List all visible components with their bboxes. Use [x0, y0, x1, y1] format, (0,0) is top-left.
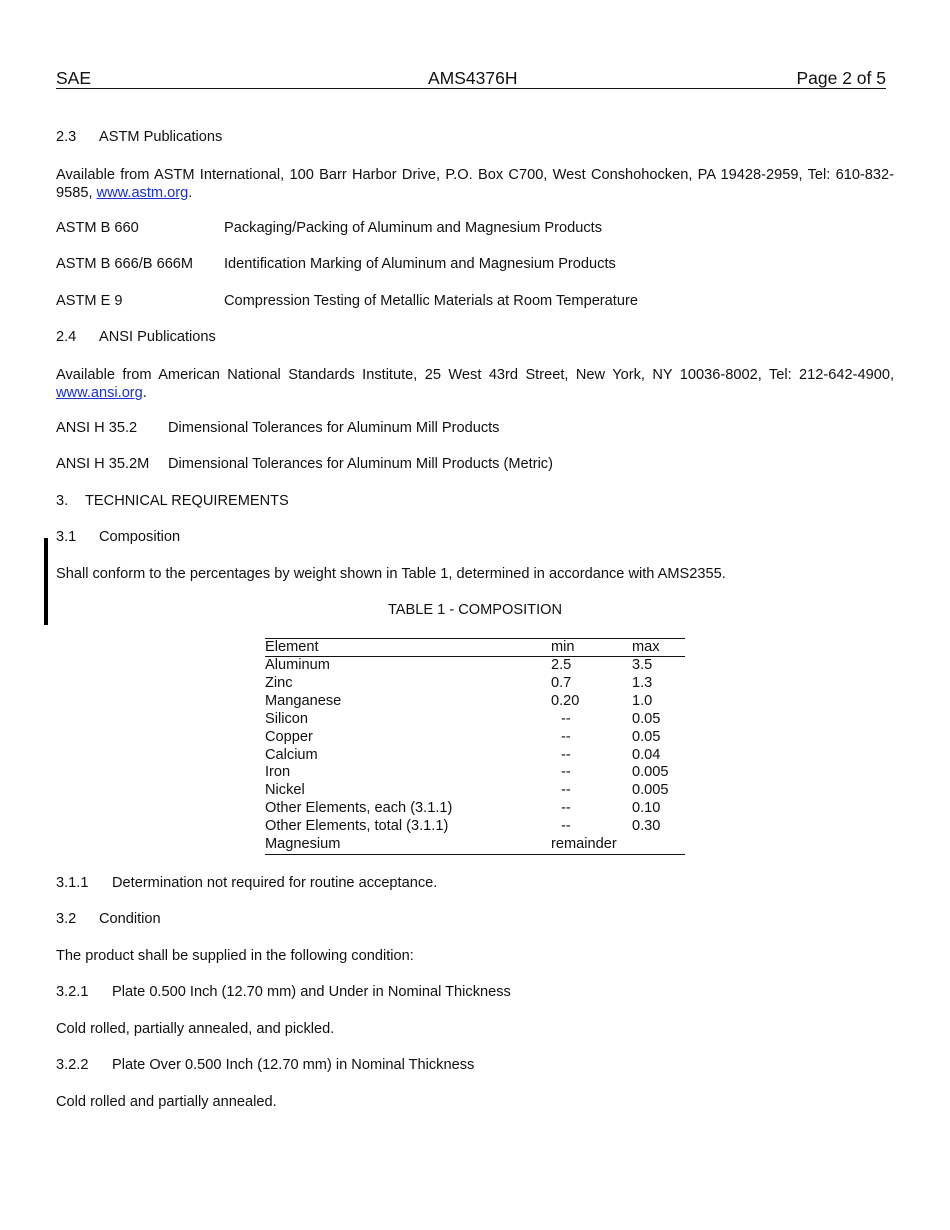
element-cell: Magnesium — [265, 836, 551, 854]
section-3-2-1-text: Cold rolled, partially annealed, and pickled. — [56, 1021, 335, 1037]
min-cell: -- — [561, 728, 571, 745]
max-cell: 0.05 — [632, 728, 661, 745]
min-cell: 0.7 — [551, 674, 572, 691]
section-title: TECHNICAL REQUIREMENTS — [85, 493, 289, 509]
element-cell: Calcium — [265, 746, 318, 763]
table-row — [265, 818, 685, 836]
section-3-1-1 — [56, 875, 437, 891]
reference-code: ASTM E 9 — [56, 293, 123, 309]
section-2-4-heading — [56, 329, 216, 345]
min-cell: remainder — [551, 836, 632, 854]
section-3-2-1-heading — [56, 984, 511, 1000]
section-number: 2.3 — [56, 129, 77, 145]
astm-availability-paragraph: Available from ASTM International, 100 Barr Harbor Drive, P.O. Box C700, West Conshohocken, PA 19428-2959, Tel: 610-832-9585, www.astm.org. — [56, 167, 894, 201]
table-row — [265, 729, 685, 747]
section-number: 3.2 — [56, 911, 77, 927]
header-doc-number: AMS4376H — [428, 68, 518, 88]
section-number: 3.1.1 — [56, 875, 89, 891]
column-header: Element — [265, 639, 551, 657]
section-title: Plate 0.500 Inch (12.70 mm) and Under in Nominal Thickness — [112, 984, 511, 1000]
ansi-link[interactable]: www.ansi.org — [56, 385, 143, 401]
section-title: Composition — [99, 529, 181, 545]
element-cell: Nickel — [265, 782, 305, 799]
element-cell: Other Elements, each (3.1.1) — [265, 800, 453, 817]
section-3-1-heading — [56, 529, 180, 545]
reference-code: ASTM B 660 — [56, 220, 139, 236]
reference-description: Identification Marking of Aluminum and Magnesium Products — [224, 256, 616, 272]
max-cell: 0.005 — [632, 782, 669, 799]
section-3-2-heading — [56, 911, 161, 927]
table-row — [265, 675, 685, 693]
reference-description: Dimensional Tolerances for Aluminum Mill Products — [168, 420, 500, 436]
composition-paragraph: Shall conform to the percentages by weight shown in Table 1, determined in accordance with AMS2355. — [56, 566, 726, 582]
max-cell: 1.3 — [632, 674, 653, 691]
section-title: ANSI Publications — [99, 329, 216, 345]
element-cell: Zinc — [265, 674, 293, 691]
astm-link[interactable]: www.astm.org — [96, 185, 189, 201]
table-row — [265, 747, 685, 765]
header-page-number: Page 2 of 5 — [796, 68, 886, 88]
max-cell: 0.10 — [632, 800, 661, 817]
section-number: 3. — [56, 493, 69, 509]
min-cell: -- — [561, 782, 571, 799]
table-caption: TABLE 1 - COMPOSITION — [387, 602, 563, 618]
max-cell: 0.005 — [632, 764, 669, 781]
element-cell: Silicon — [265, 710, 308, 727]
element-cell: Aluminum — [265, 657, 330, 673]
min-cell: -- — [561, 818, 571, 835]
reference-description: Packaging/Packing of Aluminum and Magnesium Products — [224, 220, 603, 236]
max-cell: 3.5 — [632, 657, 653, 673]
max-cell — [632, 836, 685, 854]
table-row — [265, 711, 685, 729]
table-row — [265, 836, 685, 854]
min-cell: -- — [561, 800, 571, 817]
element-cell: Manganese — [265, 692, 342, 709]
reference-code: ASTM B 666/B 666M — [56, 256, 194, 272]
section-number: 3.2.2 — [56, 1057, 89, 1073]
min-cell: 2.5 — [551, 657, 572, 673]
min-cell: 0.20 — [551, 692, 580, 709]
table-row — [265, 693, 685, 711]
element-cell: Iron — [265, 764, 291, 781]
element-cell: Other Elements, total (3.1.1) — [265, 818, 449, 835]
min-cell: -- — [561, 746, 571, 763]
reference-code: ANSI H 35.2M — [56, 456, 150, 472]
section-2-3-heading — [56, 129, 222, 145]
reference-description: Dimensional Tolerances for Aluminum Mill Products (Metric) — [168, 456, 553, 472]
min-cell: -- — [561, 710, 571, 727]
max-cell: 0.05 — [632, 710, 661, 727]
column-header: min — [551, 639, 632, 657]
table-row — [265, 657, 685, 675]
max-cell: 0.04 — [632, 746, 661, 763]
section-title: ASTM Publications — [99, 129, 223, 145]
composition-table — [265, 638, 685, 855]
reference-description: Compression Testing of Metallic Materials at Room Temperature — [224, 293, 638, 309]
section-number: 3.1 — [56, 529, 77, 545]
section-text: Determination not required for routine acceptance. — [112, 875, 438, 891]
column-header: max — [632, 639, 685, 657]
section-title: Condition — [99, 911, 161, 927]
max-cell: 0.30 — [632, 818, 661, 835]
header-org: SAE — [56, 68, 92, 88]
element-cell: Copper — [265, 728, 313, 745]
section-number: 2.4 — [56, 329, 77, 345]
ansi-availability-paragraph: Available from American National Standards Institute, 25 West 43rd Street, New York, NY 10036-8002, Tel: 212-642-4900, www.ansi.org. — [56, 367, 894, 401]
page-header — [56, 67, 886, 89]
section-3-heading — [56, 493, 289, 509]
section-3-2-2-text: Cold rolled and partially annealed. — [56, 1094, 277, 1110]
section-number: 3.2.1 — [56, 984, 89, 1000]
min-cell: -- — [561, 764, 571, 781]
condition-paragraph: The product shall be supplied in the following condition: — [56, 948, 414, 964]
table-row — [265, 782, 685, 800]
reference-code: ANSI H 35.2 — [56, 420, 138, 436]
table-row — [265, 764, 685, 782]
section-title: Plate Over 0.500 Inch (12.70 mm) in Nominal Thickness — [112, 1057, 475, 1073]
table-row — [265, 800, 685, 818]
max-cell: 1.0 — [632, 692, 653, 709]
section-3-2-2-heading — [56, 1057, 474, 1073]
table-header-row — [265, 639, 685, 657]
